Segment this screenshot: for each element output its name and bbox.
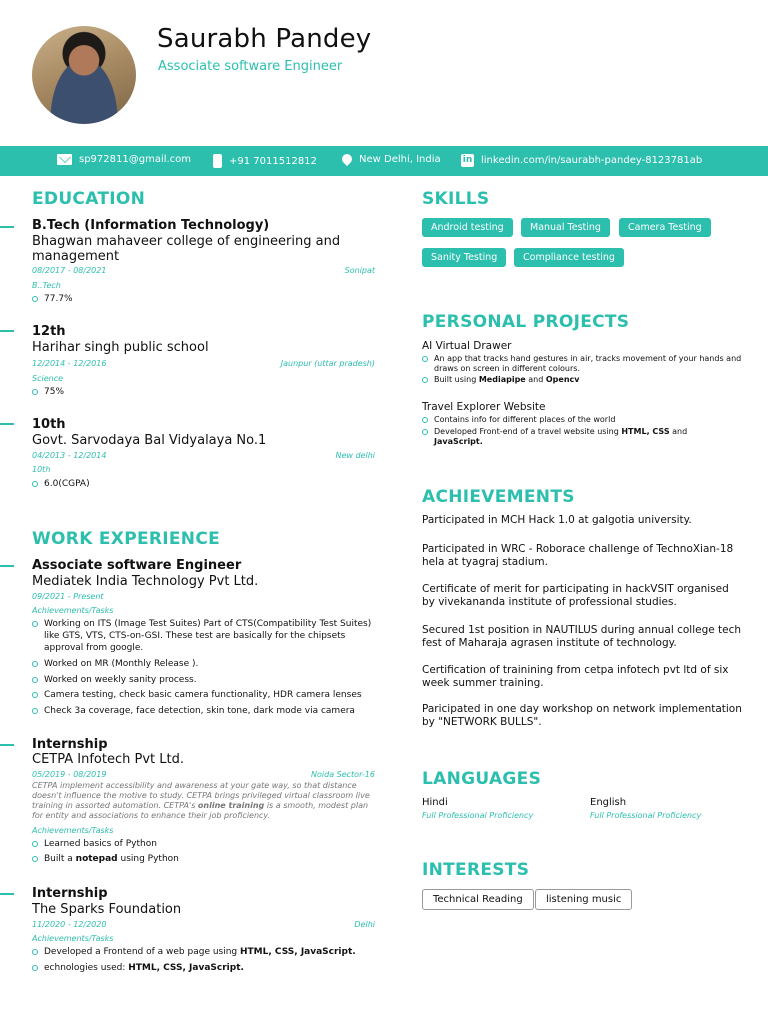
bullet-bold: Opencv	[545, 375, 580, 384]
achievement-item: Participated in WRC - Roborace challenge of TechnoXian-18 hela at tyagraj stadium.	[422, 543, 734, 568]
location-pin-icon	[340, 151, 354, 165]
project-name: Travel Explorer Website	[422, 401, 546, 413]
edu-location: Jaunpur (uttar pradesh)	[280, 359, 375, 368]
project-bullet: Contains info for different places of the world	[422, 415, 742, 425]
skill-tag: Manual Testing	[521, 218, 610, 237]
achievement-item: Paricipated in one day workshop on network implementation by "NETWORK BULLS".	[422, 703, 742, 728]
job-location: Delhi	[354, 920, 375, 929]
interest-tag: Technical Reading	[422, 889, 534, 910]
bullet-text: and	[669, 427, 688, 436]
desc-bold: online training	[197, 801, 265, 810]
skill-tag: Camera Testing	[619, 218, 711, 237]
section-marker	[0, 423, 14, 425]
contact-linkedin[interactable]	[461, 154, 702, 167]
project-bullet: An app that tracks hand gestures in air, tracks movement of your hands and draws on screen in different colours.	[422, 354, 742, 374]
edu-field: B..Tech	[32, 281, 61, 290]
phone-icon	[213, 154, 222, 168]
job-dates: 09/2021 - Present	[32, 592, 104, 601]
contact-bar	[0, 146, 768, 176]
language-name: Hindi	[422, 797, 448, 808]
contact-email[interactable]	[57, 154, 191, 165]
edu-meta	[32, 266, 375, 275]
tasks-label: Achievements/Tasks	[32, 934, 114, 943]
candidate-name: Saurabh Pandey	[157, 24, 372, 54]
desc-text: is a smooth, modest plan for entity and associations to enhance their job proficiency.	[32, 801, 369, 820]
task-item: Working on ITS (Image Test Suites) Part of CTS(Compatibility Test Suites) like GTS, VTS, CTS-on-GSI. These test are basically for the chipsets approval from google.	[32, 618, 372, 654]
edu-location: Sonipat	[344, 266, 375, 275]
edu-dates: 04/2013 - 12/2014	[32, 451, 107, 460]
contact-phone[interactable]	[213, 154, 317, 168]
edu-field: Science	[32, 374, 64, 383]
section-marker	[0, 226, 14, 228]
skill-tag: Sanity Testing	[422, 248, 506, 267]
task-bold: notepad	[75, 854, 118, 864]
skills-heading: SKILLS	[422, 189, 490, 209]
linkedin-icon: in	[462, 155, 473, 165]
achievement-item: Participated in MCH Hack 1.0 at galgotia university.	[422, 514, 692, 526]
work-heading: WORK EXPERIENCE	[32, 529, 221, 549]
edu-meta	[32, 359, 375, 368]
interest-tag: listening music	[535, 889, 632, 910]
task-text: Developed a Frontend of a web page using	[44, 947, 241, 957]
edu-score: 6.0(CGPA)	[32, 478, 90, 490]
contact-location	[342, 154, 441, 165]
achievement-item: Certification of trainining from cetpa infotech pvt ltd of six week summer training.	[422, 664, 729, 689]
phone-text: +91 7011512812	[229, 155, 317, 167]
edu-dates: 08/2017 - 08/2021	[32, 266, 107, 275]
email-text: sp972811@gmail.com	[79, 154, 192, 165]
job-meta	[32, 920, 375, 929]
bullet-text: Built using	[434, 375, 479, 384]
edu-degree: B.Tech (Information Technology)	[32, 218, 270, 233]
job-meta	[32, 770, 375, 779]
project-bullet	[422, 375, 742, 385]
task-item	[32, 946, 356, 958]
edu-meta	[32, 451, 375, 460]
job-description	[32, 781, 377, 821]
language-name: English	[590, 797, 627, 808]
tasks-label: Achievements/Tasks	[32, 826, 114, 835]
job-location: Noida Sector-16	[311, 770, 375, 779]
job-company: The Sparks Foundation	[32, 902, 182, 917]
section-marker	[0, 330, 14, 332]
task-bold: HTML, CSS, JavaScript.	[240, 947, 356, 957]
edu-degree: 12th	[32, 324, 66, 339]
edu-field: 10th	[32, 465, 51, 474]
skill-tag: Android testing	[422, 218, 513, 237]
section-marker	[0, 744, 14, 746]
task-item: Worked on MR (Monthly Release ).	[32, 658, 198, 670]
languages-heading: LANGUAGES	[422, 769, 542, 789]
task-text: Built a	[44, 854, 76, 864]
task-item: Camera testing, check basic camera functionality, HDR camera lenses	[32, 689, 362, 701]
achievement-item: Secured 1st position in NAUTILUS during annual college tech fest of Maharaja agrasen institute of technology.	[422, 624, 742, 649]
task-item	[32, 962, 244, 974]
bullet-text: Developed Front-end of a travel website using	[434, 427, 622, 436]
edu-institution: Harihar singh public school	[32, 340, 209, 355]
job-position: Internship	[32, 737, 108, 752]
achievements-heading: ACHIEVEMENTS	[422, 487, 575, 507]
job-dates: 05/2019 - 08/2019	[32, 770, 107, 779]
project-name: AI Virtual Drawer	[422, 340, 512, 352]
achievement-item: Certificate of merit for participating in hackVSIT organised by vivekananda institute of professional studies.	[422, 583, 729, 608]
task-item: Learned basics of Python	[32, 838, 157, 850]
tasks-label: Achievements/Tasks	[32, 606, 114, 615]
language-level: Full Professional Proficiency	[590, 811, 702, 820]
section-marker	[0, 893, 14, 895]
bullet-bold: Mediapipe	[478, 375, 526, 384]
interests-heading: INTERESTS	[422, 860, 530, 880]
edu-location: New delhi	[335, 451, 375, 460]
edu-score: 77.7%	[32, 293, 73, 305]
task-item: Check 3a coverage, face detection, skin tone, dark mode via camera	[32, 705, 355, 717]
edu-institution: Govt. Sarvodaya Bal Vidyalaya No.1	[32, 433, 267, 448]
job-company: CETPA Infotech Pvt Ltd.	[32, 752, 184, 767]
task-text: using Python	[117, 854, 179, 864]
linkedin-text: linkedin.com/in/saurabh-pandey-8123781ab	[481, 155, 703, 166]
location-text: New Delhi, India	[359, 154, 441, 165]
skill-tag: Compliance testing	[514, 248, 624, 267]
job-position: Internship	[32, 886, 108, 901]
job-dates: 11/2020 - 12/2020	[32, 920, 107, 929]
language-level: Full Professional Proficiency	[422, 811, 534, 820]
profile-photo	[32, 26, 136, 124]
projects-heading: PERSONAL PROJECTS	[422, 312, 630, 332]
education-heading: EDUCATION	[32, 189, 146, 209]
edu-score: 75%	[32, 386, 64, 398]
bullet-bold: JavaScript.	[434, 437, 483, 446]
task-item	[32, 853, 179, 865]
desc-text: CETPA implement accessibility and awareness at your gate way, so that distance doesn't influence the motive to study. CETPA brings privileged virtual classroom live training in assorted automation. CETPA's	[32, 781, 370, 810]
edu-dates: 12/2014 - 12/2016	[32, 359, 107, 368]
mail-icon	[57, 154, 72, 165]
project-bullet	[422, 427, 722, 447]
task-text: echnologies used:	[44, 963, 129, 973]
bullet-text: and	[525, 375, 546, 384]
edu-institution: Bhagwan mahaveer college of engineering and management	[32, 234, 341, 264]
job-company: Mediatek India Technology Pvt Ltd.	[32, 574, 259, 589]
edu-degree: 10th	[32, 417, 66, 432]
task-bold: HTML, CSS, JavaScript.	[128, 963, 244, 973]
section-marker	[0, 565, 14, 567]
job-position: Associate software Engineer	[32, 558, 242, 573]
candidate-role: Associate software Engineer	[158, 59, 343, 74]
task-item: Worked on weekly sanity process.	[32, 674, 197, 686]
bullet-bold: HTML, CSS	[621, 427, 670, 436]
